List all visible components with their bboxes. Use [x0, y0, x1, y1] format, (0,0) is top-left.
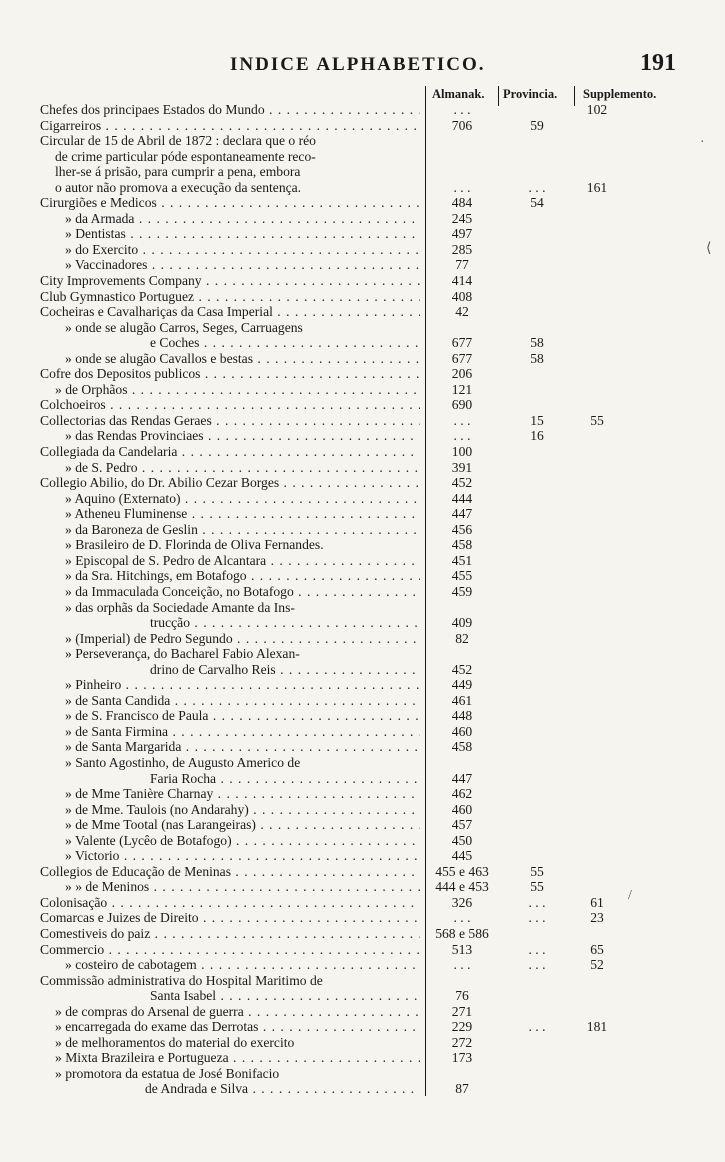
almanak-ref: 444 e 453	[435, 879, 489, 895]
almanak-ref: 173	[451, 1050, 473, 1066]
almanak-ref: 461	[451, 692, 473, 708]
almanak-ref: 690	[451, 397, 473, 413]
index-entry-text: lher-se á prisão, para cumprir a pena, embora	[55, 164, 301, 180]
index-entry-text: » das Rendas Provinciaes . . .	[65, 428, 420, 444]
index-row	[0, 164, 725, 180]
provincia-ref: . . .	[528, 179, 546, 195]
almanak-ref: 677	[451, 350, 473, 366]
almanak-ref: 447	[451, 506, 473, 522]
almanak-ref: 391	[451, 459, 473, 475]
index-entry-text: » Valente (Lycêo de Botafogo) . . .	[65, 833, 420, 849]
index-row	[0, 211, 725, 227]
almanak-ref: 457	[451, 817, 473, 833]
index-entry-text: » da Armada . . .	[65, 211, 420, 227]
index-entry-text: Comestiveis do paiz . . .	[40, 926, 420, 942]
almanak-ref: 458	[451, 537, 473, 553]
almanak-ref: 76	[455, 988, 469, 1004]
index-entry-text: » Dentistas . . .	[65, 226, 420, 242]
index-row	[0, 180, 725, 196]
index-row	[0, 833, 725, 849]
almanak-ref: 409	[451, 615, 473, 631]
index-row	[0, 879, 725, 895]
provincia-ref: 59	[530, 117, 544, 133]
index-entry-text: » da Baroneza de Geslin . . .	[65, 522, 420, 538]
index-row	[0, 102, 725, 118]
index-row	[0, 1035, 725, 1051]
index-row	[0, 739, 725, 755]
almanak-ref: 271	[451, 1003, 473, 1019]
index-row	[0, 397, 725, 413]
supplemento-ref: 161	[586, 179, 608, 195]
index-row	[0, 382, 725, 398]
almanak-ref: 229	[451, 1019, 473, 1035]
index-row	[0, 428, 725, 444]
margin-mark: ⟨	[706, 241, 712, 256]
index-row	[0, 848, 725, 864]
index-entry-text: » (Imperial) de Pedro Segundo . . .	[65, 631, 420, 647]
page-title: INDICE ALPHABETICO.	[230, 54, 486, 75]
index-entry-text: » da Sra. Hitchings, em Botafogo . . .	[65, 568, 420, 584]
index-entry-text: o autor não promova a execução da sentença.	[55, 179, 302, 195]
index-row	[0, 289, 725, 305]
index-row	[0, 133, 725, 149]
almanak-ref: 455	[451, 568, 473, 584]
index-row	[0, 942, 725, 958]
almanak-ref: 706	[451, 117, 473, 133]
index-entry-text: » onde se alugão Cavallos e bestas . . .	[65, 351, 420, 367]
index-row	[0, 755, 725, 771]
index-row	[0, 413, 725, 429]
column-header-provincia: Provincia.	[503, 87, 558, 101]
almanak-ref: 206	[451, 366, 473, 382]
almanak-ref: . . .	[453, 102, 471, 117]
index-entry-text: » de Mme Tanière Charnay . . .	[65, 786, 420, 802]
index-row	[0, 475, 725, 491]
supplemento-ref: 102	[586, 102, 608, 117]
index-entry-text: de crime particular póde espontaneamente reco-	[55, 148, 316, 164]
index-row	[0, 273, 725, 289]
index-row	[0, 491, 725, 507]
index-entry-text: » de compras do Arsenal de guerra . . .	[55, 1004, 420, 1020]
provincia-ref: . . .	[528, 957, 546, 973]
almanak-ref: 272	[451, 1034, 473, 1050]
index-row	[0, 631, 725, 647]
almanak-ref: 462	[451, 786, 473, 802]
provincia-ref: . . .	[528, 1019, 546, 1035]
almanak-ref: 100	[451, 444, 473, 460]
index-row	[0, 926, 725, 942]
index-row	[0, 506, 725, 522]
almanak-ref: 408	[451, 288, 473, 304]
provincia-ref: 58	[530, 350, 544, 366]
index-row	[0, 1050, 725, 1066]
almanak-ref: 444	[451, 490, 473, 506]
index-entry-text: » Brasileiro de D. Florinda de Oliva Fernandes.	[65, 537, 324, 553]
margin-mark: /	[628, 888, 632, 903]
almanak-ref: . . .	[453, 428, 471, 444]
index-entry-text: » Atheneu Fluminense . . .	[65, 506, 420, 522]
index-row	[0, 864, 725, 880]
almanak-ref: 414	[451, 273, 473, 289]
index-entry-text: Chefes dos principaes Estados do Mundo . . .	[40, 102, 420, 118]
almanak-ref: 121	[451, 381, 473, 397]
index-row	[0, 802, 725, 818]
provincia-ref: . . .	[528, 910, 546, 926]
supplemento-ref: 23	[590, 910, 604, 926]
index-row	[0, 522, 725, 538]
almanak-ref: 452	[451, 661, 473, 677]
almanak-ref: 459	[451, 583, 473, 599]
almanak-ref: 452	[451, 475, 473, 491]
index-row	[0, 693, 725, 709]
almanak-ref: 245	[451, 210, 473, 226]
index-row	[0, 568, 725, 584]
almanak-ref: 450	[451, 832, 473, 848]
supplemento-ref: 55	[590, 412, 604, 428]
index-entry-text: e Coches . . .	[150, 335, 420, 351]
page-number: 191	[640, 50, 676, 76]
index-entry-text: City Improvements Company . . .	[40, 273, 420, 289]
index-row	[0, 988, 725, 1004]
index-row	[0, 771, 725, 787]
index-row	[0, 724, 725, 740]
almanak-ref: . . .	[453, 957, 471, 973]
index-row	[0, 553, 725, 569]
almanak-ref: 285	[451, 241, 473, 257]
index-entry-text: » de Mme. Taulois (no Andarahy) . . .	[65, 802, 420, 818]
index-entry-text: Comarcas e Juizes de Direito . . .	[40, 910, 420, 926]
index-entry-text: Collectorias das Rendas Geraes . . .	[40, 413, 420, 429]
almanak-ref: 677	[451, 335, 473, 351]
almanak-ref: 484	[451, 195, 473, 211]
index-entry-text: Cofre dos Depositos publicos . . .	[40, 366, 420, 382]
index-entry-text: » promotora da estatua de José Bonifacio	[55, 1065, 280, 1081]
index-row	[0, 226, 725, 242]
index-entry-text: » Perseverança, do Bacharel Fabio Alexan-	[65, 646, 300, 662]
almanak-ref: 448	[451, 708, 473, 724]
supplemento-ref: 65	[590, 941, 604, 957]
almanak-ref: 449	[451, 677, 473, 693]
index-entry-text: » Episcopal de S. Pedro de Alcantara . . .	[65, 553, 420, 569]
provincia-ref: 15	[530, 412, 544, 428]
almanak-ref: 87	[455, 1081, 469, 1097]
supplemento-ref: 52	[590, 957, 604, 973]
index-row	[0, 444, 725, 460]
index-entry-text: Cirurgiões e Medicos . . .	[40, 195, 420, 211]
column-header-supplemento: Supplemento.	[583, 87, 657, 101]
index-entry-text: » de S. Francisco de Paula . . .	[65, 708, 420, 724]
index-table	[0, 102, 725, 1097]
index-entry-text: » de Santa Candida . . .	[65, 693, 420, 709]
index-row	[0, 1081, 725, 1097]
almanak-ref: 326	[451, 894, 473, 910]
index-entry-text: » de Orphãos . . .	[55, 382, 420, 398]
index-entry-text: trucção . . .	[150, 615, 420, 631]
index-entry-text: » do Exercito . . .	[65, 242, 420, 258]
index-row	[0, 910, 725, 926]
index-entry-text: » de Mme Tootal (nas Larangeiras) . . .	[65, 817, 420, 833]
index-row	[0, 584, 725, 600]
almanak-ref: 42	[455, 304, 469, 320]
index-entry-text: » Victorio . . .	[65, 848, 420, 864]
index-row	[0, 366, 725, 382]
index-row	[0, 957, 725, 973]
index-entry-text: » Vaccinadores . . .	[65, 257, 420, 273]
index-row	[0, 1019, 725, 1035]
index-entry-text: Colchoeiros . . .	[40, 397, 420, 413]
index-entry-text: drino de Carvalho Reis . . .	[150, 662, 420, 678]
provincia-ref: . . .	[528, 894, 546, 910]
index-row	[0, 351, 725, 367]
almanak-ref: 451	[451, 552, 473, 568]
margin-mark: ·	[700, 135, 705, 150]
index-entry-text: Santa Isabel . . .	[150, 988, 420, 1004]
index-entry-text: Cigarreiros . . .	[40, 118, 420, 134]
index-entry-text: Club Gymnastico Portuguez . . .	[40, 289, 420, 305]
column-header-almanak: Almanak.	[432, 87, 485, 101]
index-row	[0, 786, 725, 802]
almanak-ref: 456	[451, 521, 473, 537]
index-row	[0, 335, 725, 351]
almanak-ref: . . .	[453, 179, 471, 195]
index-entry-text: » Santo Agostinho, de Augusto Americo de	[65, 754, 301, 770]
index-row	[0, 460, 725, 476]
index-row	[0, 1066, 725, 1082]
index-entry-text: Collegio Abilio, do Dr. Abilio Cezar Borges . . .	[40, 475, 420, 491]
almanak-ref: 455 e 463	[435, 863, 489, 879]
provincia-ref: . . .	[528, 941, 546, 957]
index-row	[0, 118, 725, 134]
index-entry-text: » de S. Pedro . . .	[65, 460, 420, 476]
index-entry-text: Faria Rocha . . .	[150, 771, 420, 787]
index-row	[0, 600, 725, 616]
index-row	[0, 149, 725, 165]
almanak-ref: 77	[455, 257, 469, 273]
index-entry-text: » das orphãs da Sociedade Amante da Ins-	[65, 599, 295, 615]
almanak-ref: 458	[451, 739, 473, 755]
almanak-ref: 445	[451, 848, 473, 864]
index-entry-text: Circular de 15 de Abril de 1872 : declara que o réo	[40, 133, 316, 149]
almanak-ref: 513	[451, 941, 473, 957]
index-entry-text: Collegiada da Candelaria . . .	[40, 444, 420, 460]
provincia-ref: 58	[530, 335, 544, 351]
index-entry-text: » onde se alugão Carros, Seges, Carruagens	[65, 319, 303, 335]
index-entry-text: » de melhoramentos do material do exercito	[55, 1034, 295, 1050]
index-row	[0, 817, 725, 833]
index-row	[0, 257, 725, 273]
index-entry-text: Commissão administrativa do Hospital Maritimo de	[40, 972, 323, 988]
almanak-ref: 460	[451, 801, 473, 817]
index-row	[0, 677, 725, 693]
index-entry-text: » costeiro de cabotagem . . .	[65, 957, 420, 973]
index-entry-text: » da Immaculada Conceição, no Botafogo . . .	[65, 584, 420, 600]
index-row	[0, 615, 725, 631]
index-row	[0, 537, 725, 553]
index-row	[0, 708, 725, 724]
provincia-ref: 55	[530, 879, 544, 895]
index-row	[0, 895, 725, 911]
index-row	[0, 195, 725, 211]
provincia-ref: 55	[530, 863, 544, 879]
index-entry-text: de Andrada e Silva . . .	[145, 1081, 420, 1097]
almanak-ref: 82	[455, 630, 469, 646]
index-row	[0, 973, 725, 989]
index-entry-text: Colonisação . . .	[40, 895, 420, 911]
almanak-ref: . . .	[453, 910, 471, 926]
index-row	[0, 242, 725, 258]
index-entry-text: Cocheiras e Cavalhariças da Casa Imperial . . .	[40, 304, 420, 320]
provincia-ref: 54	[530, 195, 544, 211]
index-entry-text: » Pinheiro . . .	[65, 677, 420, 693]
index-entry-text: Commercio . . .	[40, 942, 420, 958]
almanak-ref: 497	[451, 226, 473, 242]
index-entry-text: » de Santa Firmina . . .	[65, 724, 420, 740]
supplemento-ref: 181	[586, 1019, 608, 1035]
supplemento-ref: 61	[590, 894, 604, 910]
index-row	[0, 662, 725, 678]
almanak-ref: 460	[451, 723, 473, 739]
almanak-ref: . . .	[453, 412, 471, 428]
index-entry-text: » Mixta Brazileira e Portugueza . . .	[55, 1050, 420, 1066]
index-entry-text: » de Santa Margarida . . .	[65, 739, 420, 755]
index-row	[0, 320, 725, 336]
index-row	[0, 304, 725, 320]
index-row	[0, 646, 725, 662]
provincia-ref: 16	[530, 428, 544, 444]
almanak-ref: 447	[451, 770, 473, 786]
index-entry-text: Collegios de Educação de Meninas . . .	[40, 864, 420, 880]
index-entry-text: » encarregada do exame das Derrotas . . .	[55, 1019, 420, 1035]
index-entry-text: » Aquino (Externato) . . .	[65, 491, 420, 507]
almanak-ref: 568 e 586	[435, 925, 489, 941]
index-row	[0, 1004, 725, 1020]
index-entry-text: » » de Meninos . . .	[65, 879, 420, 895]
